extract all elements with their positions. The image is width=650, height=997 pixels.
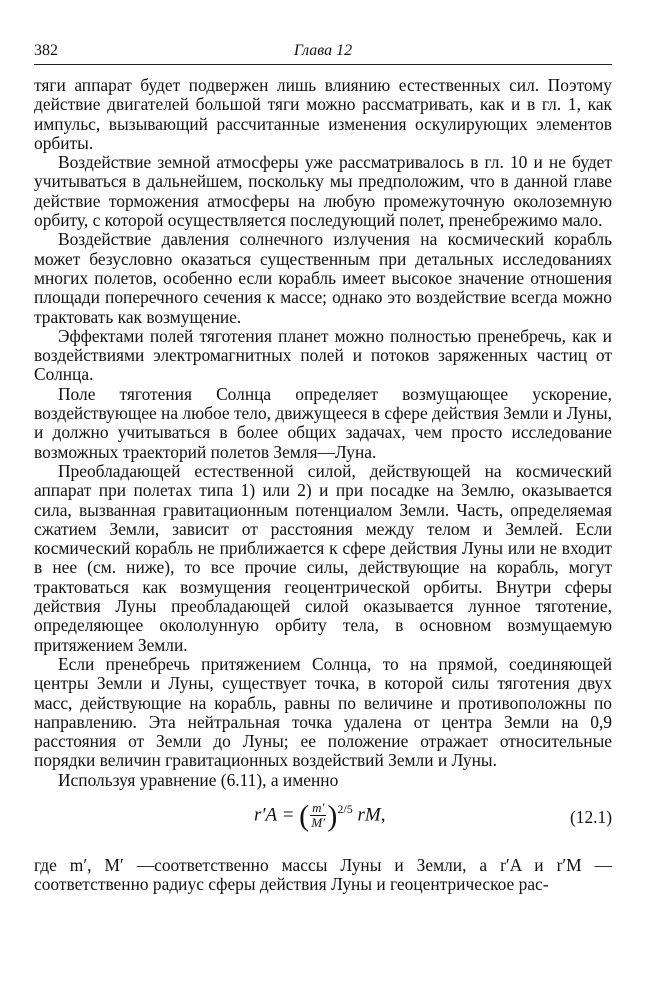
paragraph: тяги аппарат будет подвержен лишь влиянию естественных сил. Поэтому действие двигателей большой тяги можно рассматривать, как и в гл. 1, как импульс, вызывающий рассчитанные изменения оскулирующих элементов орбиты. — [34, 75, 612, 153]
paragraph: Эффектами полей тяготения планет можно полностью пренебречь, как и воздействиями электромагнитных полей и потоков заряженных частиц от Солнца. — [34, 325, 612, 385]
equation-body — [254, 799, 386, 833]
paragraph: Используя уравнение (6.11), а именно — [58, 769, 339, 790]
paragraph: Преобладающей естественной силой, действующей на космический аппарат при полетах типа 1) или 2) и при посадке на Землю, оказывается сила, вызванная гравитационным потенциалом Земли. Часть, определяемая сжатием Земли, зависит от расстояния между телом и Землей. Если космический корабль не приближается к сфере действия Луны или не входит в нее (см. ниже), то все прочие силы, действующие на корабль, могут трактоваться как возмущения геоцентрической орбиты. Внутри сферы действия Луны преобладающей силой оказывается лунное тяготение, определяющее окололунную орбиту тела, в основном возмущаемую притяжением Земли. — [34, 460, 612, 655]
running-head: Глава 12 — [293, 42, 353, 59]
mass-ratio-fraction — [310, 801, 326, 830]
paragraph: Воздействие давления солнечного излучения на космический корабль может безусловно оказаться существенным при детальных исследованиях многих полетов, особенно если корабль имеет высокое значение отношения площади поперечного сечения к массе; однако это воздействие всегда можно трактовать как возмущение. — [34, 229, 612, 327]
paragraph: где m′, M′ —соответственно массы Луны и Земли, а r′A и r′M —соответственно радиус сферы действия Луны и геоцентрическое рас- — [34, 854, 612, 895]
body-text — [34, 76, 612, 895]
paragraph: Поле тяготения Солнца определяет возмущающее ускорение, воздействующее на любое тело, движущееся в сфере действия Земли и Луны, и должно учитываться в более общих задачах, чем просто исследование возможных траекторий полетов Земля—Луна. — [34, 383, 612, 462]
equation-number: (12.1) — [569, 806, 612, 827]
page-number: 382 — [34, 42, 58, 59]
equation-lhs: r′A — [254, 804, 277, 826]
equation-rel: = — [281, 804, 295, 826]
fraction-numerator: m′ — [312, 800, 325, 816]
paragraph: Если пренебречь притяжением Солнца, то на прямой, соединяющей центры Земли и Луны, существует точка, в которой силы тяготения двух масс, действующие на корабль, равны по величине и противоположны по направлению. Эта нейтральная точка удалена от центра Земли на 0,9 расстояния от Земли до Луны; ее положение отражает относительные порядки величин гравитационных воздействий Земли и Луны. — [34, 653, 612, 771]
fraction-denominator: M′ — [311, 815, 326, 831]
equation-exponent: 2/5 — [337, 801, 353, 816]
right-paren: ) — [327, 799, 338, 833]
equation-12-1 — [34, 794, 612, 848]
page-header — [34, 36, 612, 65]
left-paren: ( — [299, 799, 310, 833]
equation-rhs: rM, — [357, 804, 386, 826]
paragraph: Воздействие земной атмосферы уже рассматривалось в гл. 10 и не будет учитываться в дальнейшем, поскольку мы предположим, что в данной главе действие торможения атмосферы на любую промежуточную околоземную орбиту, с которой осуществляется последующий полет, пренебрежимо мало. — [34, 152, 612, 231]
